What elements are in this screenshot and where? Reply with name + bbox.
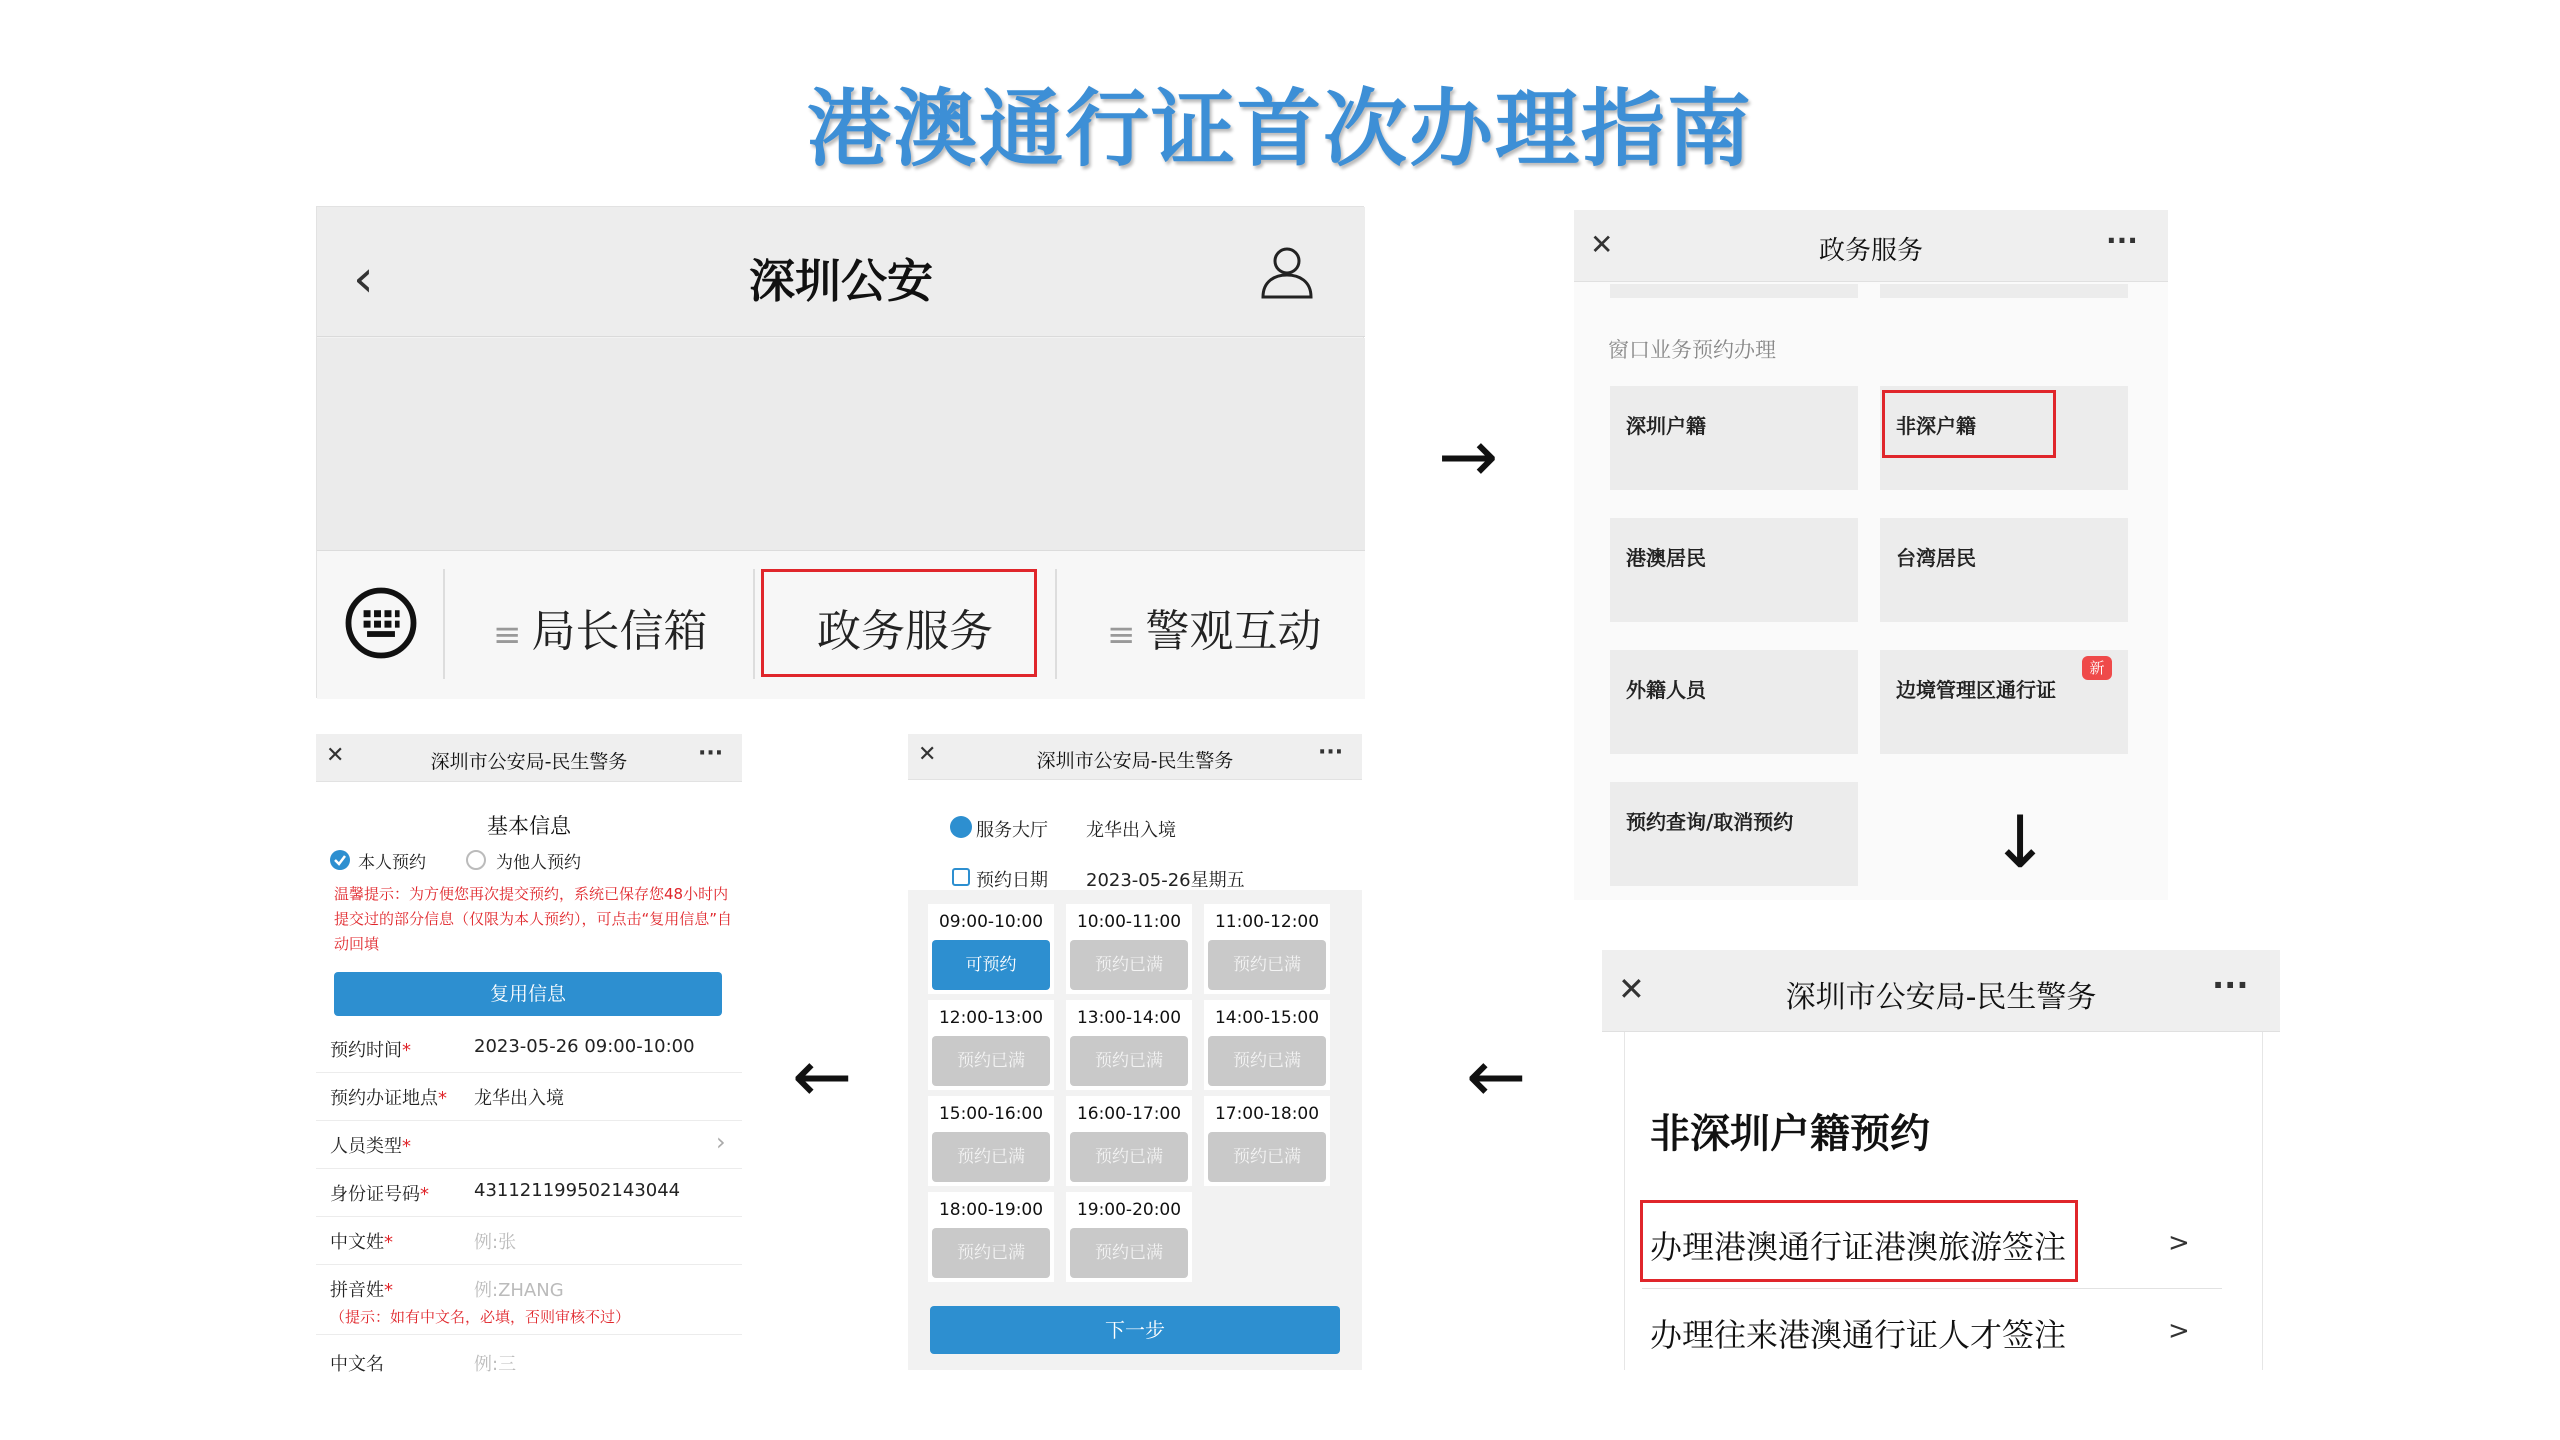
content-area [317, 338, 1365, 550]
panel-header [316, 734, 742, 782]
field-place-value: 龙华出入境 [474, 1088, 564, 1109]
next-step-button[interactable]: 下一步 [930, 1306, 1340, 1354]
tile-stub [1610, 284, 1858, 298]
tile-shenzhen-hukou[interactable]: 深圳户籍 [1610, 386, 1858, 490]
close-icon[interactable]: ✕ [1590, 228, 1614, 261]
tile-stub [1880, 284, 2128, 298]
app-header [317, 207, 1365, 337]
page-title: 港澳通行证首次办理指南 [806, 80, 1753, 178]
item-tourist-endorsement[interactable]: 办理港澳通行证港澳旅游签注 [1650, 1228, 2067, 1266]
time-slot [1066, 904, 1192, 994]
menu-divider [1055, 569, 1057, 679]
time-slot [1066, 1192, 1192, 1282]
panel-time-slots [908, 734, 1362, 1370]
field-hint: （提示：如有中文名，必填，否则审核不过） [330, 1308, 631, 1326]
time-slot [1066, 1000, 1192, 1090]
menu-lines-icon: ≡ [1107, 615, 1136, 655]
panel-header [1602, 950, 2280, 1032]
divider [1642, 1288, 2222, 1289]
slot-full-button[interactable]: 预约已满 [1208, 1036, 1326, 1086]
slot-full-button[interactable]: 预约已满 [1070, 940, 1188, 990]
keyboard-icon[interactable] [345, 587, 417, 659]
slot-time: 17:00-18:00 [1214, 1104, 1320, 1124]
radio-self-label: 本人预约 [358, 853, 426, 873]
time-slot [928, 1192, 1054, 1282]
panel-title: 深圳市公安局-民生警务 [430, 751, 628, 773]
hall-value: 龙华出入境 [1086, 820, 1176, 841]
arrow-left: ← [1466, 1034, 1527, 1118]
more-icon[interactable]: ··· [2212, 966, 2249, 1004]
panel-non-shenzhen-booking [1602, 950, 2280, 1370]
time-slot [928, 1096, 1054, 1186]
more-icon[interactable]: ··· [698, 741, 724, 766]
panel-basic-info [316, 734, 742, 1384]
radio-unchecked-icon[interactable] [466, 850, 486, 870]
app-title: 深圳公安 [749, 254, 933, 308]
field-cn-name-label: 中文名 [330, 1354, 384, 1375]
divider [316, 1120, 742, 1121]
tile-non-shenzhen-hukou[interactable]: 非深户籍 [1880, 386, 2128, 490]
section-title: 基本信息 [487, 814, 571, 838]
panel-gov-services [1574, 210, 2168, 900]
divider [316, 1072, 742, 1073]
menu-lines-icon: ≡ [493, 615, 522, 655]
menu-item-gov-services[interactable]: 政务服务 [817, 606, 993, 657]
slot-full-button[interactable]: 预约已满 [1070, 1036, 1188, 1086]
slot-time: 15:00-16:00 [938, 1104, 1044, 1124]
panel-edge [2262, 1032, 2263, 1370]
slot-book-button[interactable]: 可预约 [932, 940, 1050, 990]
divider [316, 1168, 742, 1169]
field-id-input[interactable]: 431121199502143044 [474, 1180, 681, 1201]
back-icon[interactable]: ‹ [353, 249, 374, 309]
date-value: 2023-05-26星期五 [1086, 870, 1245, 891]
more-icon[interactable]: ··· [2106, 224, 2138, 257]
chevron-right-icon: > [2168, 1228, 2190, 1258]
slot-time: 14:00-15:00 [1214, 1008, 1320, 1028]
slot-grid [928, 904, 1348, 1284]
menu-item-mailbox[interactable]: ≡ 局长信箱 [493, 606, 708, 657]
field-cn-surname-label: 中文姓* [330, 1232, 393, 1253]
chevron-right-icon: > [2168, 1316, 2190, 1346]
hall-icon [950, 816, 972, 838]
slot-time: 12:00-13:00 [938, 1008, 1044, 1028]
more-icon[interactable]: ··· [1318, 740, 1344, 765]
booking-heading: 非深圳户籍预约 [1650, 1111, 1930, 1157]
tile-hk-macao-resident[interactable]: 港澳居民 [1610, 518, 1858, 622]
close-icon[interactable]: ✕ [1618, 970, 1645, 1008]
slot-time: 11:00-12:00 [1214, 912, 1320, 932]
menu-divider [753, 569, 755, 679]
reuse-info-button[interactable]: 复用信息 [334, 972, 722, 1016]
time-slot [1204, 1096, 1330, 1186]
slot-time: 13:00-14:00 [1076, 1008, 1182, 1028]
arrow-down: ↓ [1990, 800, 2051, 884]
slot-time: 10:00-11:00 [1076, 912, 1182, 932]
time-slot [1204, 904, 1330, 994]
menu-divider [443, 569, 445, 679]
tile-foreigner[interactable]: 外籍人员 [1610, 650, 1858, 754]
slot-time: 09:00-10:00 [938, 912, 1044, 932]
hall-label: 服务大厅 [976, 820, 1048, 841]
field-cn-surname-input[interactable]: 例:张 [474, 1232, 517, 1253]
divider [316, 1334, 742, 1335]
chevron-right-icon[interactable]: › [716, 1128, 726, 1156]
panel-title: 深圳市公安局-民生警务 [1785, 980, 2097, 1015]
slot-full-button[interactable]: 预约已满 [1208, 1132, 1326, 1182]
field-py-surname-label: 拼音姓* [330, 1280, 393, 1301]
field-time-label: 预约时间* [330, 1040, 411, 1061]
radio-other-label: 为他人预约 [496, 853, 581, 873]
slot-full-button[interactable]: 预约已满 [1070, 1132, 1188, 1182]
arrow-left: ← [792, 1034, 853, 1118]
radio-checked-icon[interactable] [330, 850, 350, 870]
panel-header [1574, 210, 2168, 282]
time-slot [1204, 1000, 1330, 1090]
panel-title: 深圳市公安局-民生警务 [1036, 750, 1234, 772]
divider [316, 1216, 742, 1217]
arrow-right: → [1438, 414, 1499, 498]
slot-time: 19:00-20:00 [1076, 1200, 1182, 1220]
field-id-label: 身份证号码* [330, 1184, 429, 1205]
calendar-icon [952, 868, 970, 886]
slot-full-button[interactable]: 预约已满 [1070, 1228, 1188, 1278]
field-py-surname-input[interactable]: 例:ZHANG [474, 1280, 564, 1301]
bottom-menu [317, 550, 1365, 699]
slot-full-button[interactable]: 预约已满 [932, 1132, 1050, 1182]
date-label: 预约日期 [976, 870, 1048, 891]
divider [316, 1264, 742, 1265]
item-talent-endorsement[interactable]: 办理往来港澳通行证人才签注 [1650, 1316, 2067, 1354]
section-label: 窗口业务预约办理 [1608, 338, 1776, 362]
panel-shenzhen-police [316, 206, 1364, 698]
panel-header [908, 734, 1362, 780]
time-slot [928, 904, 1054, 994]
tile-taiwan-resident[interactable]: 台湾居民 [1880, 518, 2128, 622]
panel-edge [1624, 1032, 1625, 1370]
close-icon[interactable]: ✕ [918, 742, 937, 767]
panel-title: 政务服务 [1818, 236, 1923, 266]
slot-time: 16:00-17:00 [1076, 1104, 1182, 1124]
slot-full-button[interactable]: 预约已满 [932, 1036, 1050, 1086]
menu-item-interaction[interactable]: ≡ 警观互动 [1107, 606, 1322, 657]
warm-tip: 温馨提示：为方便您再次提交预约，系统已保存您48小时内提交过的部分信息（仅限为本人预约），可点击“复用信息”自动回填 [334, 885, 733, 953]
highlight-box [1882, 390, 2056, 458]
field-time-value: 2023-05-26 09:00-10:00 [474, 1036, 695, 1057]
time-slot [928, 1000, 1054, 1090]
tile-border-pass[interactable]: 边境管理区通行证 新 [1880, 650, 2128, 754]
field-cn-name-input[interactable]: 例:三 [474, 1354, 517, 1375]
slot-time: 18:00-19:00 [938, 1200, 1044, 1220]
new-badge: 新 [2082, 656, 2112, 680]
slot-full-button[interactable]: 预约已满 [1208, 940, 1326, 990]
user-icon[interactable] [1257, 241, 1317, 301]
field-place-label: 预约办证地点* [330, 1088, 447, 1109]
slot-full-button[interactable]: 预约已满 [932, 1228, 1050, 1278]
tile-query-cancel[interactable]: 预约查询/取消预约 [1610, 782, 1858, 886]
time-slot [1066, 1096, 1192, 1186]
close-icon[interactable]: ✕ [326, 743, 345, 768]
field-type-label: 人员类型* [330, 1136, 411, 1157]
